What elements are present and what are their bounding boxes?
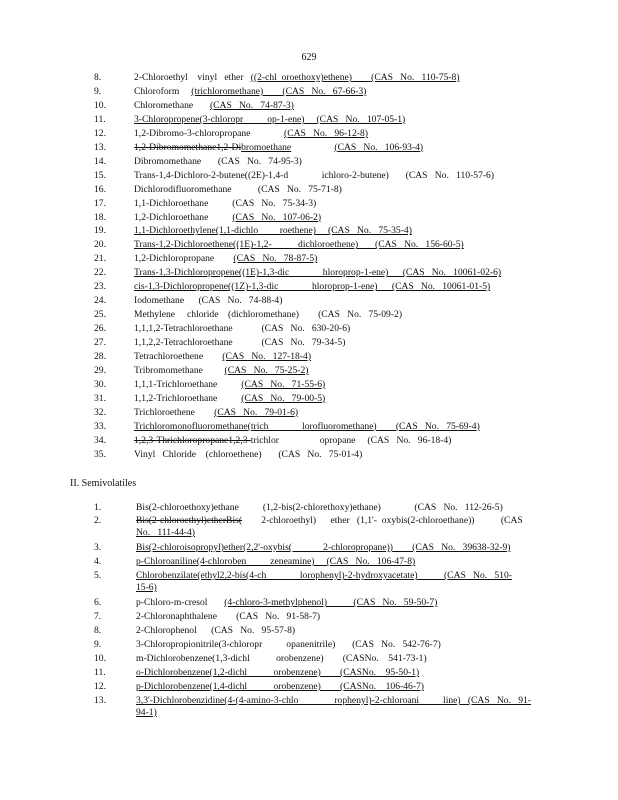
item-text-segment: (CAS No. 71-55-6) xyxy=(241,378,326,390)
item-text-segment: 1,2-Dichloroethane xyxy=(134,211,233,223)
item-text-segment xyxy=(291,142,334,153)
list-item xyxy=(134,253,317,264)
list-item xyxy=(134,114,405,125)
item-text-segment: (CAS No. 107-06-2) xyxy=(232,211,322,223)
list-item xyxy=(136,653,427,664)
item-text-segment: Tribromomethane xyxy=(134,364,225,376)
item-number: 4. xyxy=(94,556,102,567)
item-text-segment: (CAS No. 79-01-6) xyxy=(214,406,299,418)
item-text-segment: Dibromomethane (CAS No. 74-95-3) xyxy=(134,155,302,167)
list-item xyxy=(136,597,437,608)
item-text-segment: 3-Chloropropene(3-chloropr op-1-ene) (CAS No. 107-05-1) xyxy=(134,113,406,125)
item-number: 15. xyxy=(94,169,106,181)
item-number: 7. xyxy=(94,611,102,622)
list-item xyxy=(134,225,412,236)
item-text-segment: Bis(2-chloroethyl)etherBis( xyxy=(136,515,243,526)
item-number: 32. xyxy=(94,406,106,418)
item-text-segment: (CAS No. 74-87-3) xyxy=(209,99,294,111)
list-item xyxy=(134,309,402,320)
item-number: 35. xyxy=(94,448,106,460)
item-number: 17. xyxy=(94,197,106,209)
item-text-segment: Trans-1,3-Dichloropropene((1E)-1,3-dic hloroprop-1-ene) (CAS No. 10061-02-6) xyxy=(134,267,502,279)
item-text-segment: 1,2-Dichloropropane xyxy=(134,253,234,265)
item-text-segment: 15-6) xyxy=(136,582,157,593)
list-item xyxy=(134,198,316,209)
item-number: 14. xyxy=(94,155,106,167)
list-item xyxy=(134,435,451,446)
list-item xyxy=(136,667,419,678)
item-number: 13. xyxy=(94,695,106,706)
item-number: 26. xyxy=(94,323,106,335)
item-number: 11. xyxy=(94,113,106,125)
item-number: 8. xyxy=(94,72,102,83)
item-text-segment: (CAS No. 106-93-4) xyxy=(334,141,424,153)
list-item xyxy=(134,267,501,278)
item-text-segment: Trans-1,2-Dichloroethene((1E)-1,2- dichloroethene) (CAS No. 156-60-5) xyxy=(134,239,464,251)
page-number: 629 xyxy=(301,52,317,63)
item-text-segment: p-Dichlorobenzene(1,4-dichl orobenzene) (CASNo. 106-46-7) xyxy=(136,681,424,692)
item-text-segment: 2-Chlorophenol (CAS No. 95-57-8) xyxy=(136,625,296,636)
item-text-segment: 2-Chloronaphthalene (CAS No. 91-58-7) xyxy=(136,611,321,622)
item-number: 18. xyxy=(94,211,106,223)
item-number: 10. xyxy=(94,99,106,111)
item-text-segment: 3,3'-Dichlorobenzidine(4-(4-amino-3-chlo rophenyl)-2-chloroani line) (CAS No. 91- xyxy=(136,695,531,706)
item-text-segment: 1,1,1,2-Tetrachloroethane (CAS No. 630-20-6) xyxy=(134,323,351,335)
list-item xyxy=(134,86,366,97)
item-number: 9. xyxy=(94,639,102,650)
list-item xyxy=(134,337,345,348)
item-text-segment: 3-Chloropropionitrile(3-chloropr opanenitrile) (CAS No. 542-76-7) xyxy=(136,639,441,650)
item-number: 1. xyxy=(94,502,102,513)
item-number: 8. xyxy=(94,625,102,636)
item-text-segment: Chloromethane xyxy=(134,99,210,111)
item-number: 5. xyxy=(94,570,102,581)
item-text-segment: 1,1,2-Trichloroethane xyxy=(134,392,242,404)
item-text-segment: o-Dichlorobenzene(1,2-dichl orobenzene) (CASNo. 95-50-1) xyxy=(136,667,420,678)
item-number: 29. xyxy=(94,364,106,376)
list-item xyxy=(134,323,350,334)
list-item xyxy=(134,212,321,223)
item-text-segment: trichlor opropane (CAS No. 96-18-4) xyxy=(250,434,452,446)
item-text-segment: Trans-1,4-Dichloro-2-butene((2E)-1,4-d ichloro-2-butene) (CAS No. 110-57-6) xyxy=(134,169,495,181)
item-text-segment: Bis(2-chloroethoxy)ethane (1,2-bis(2-chlorethoxy)ethane) (CAS No. 112-26-5) xyxy=(136,502,503,513)
list-item xyxy=(136,527,195,538)
item-number: 33. xyxy=(94,420,106,432)
item-number: 2. xyxy=(94,515,102,526)
item-number: 21. xyxy=(94,253,106,265)
item-text-segment: Tetrachloroethene xyxy=(134,351,223,362)
list-item xyxy=(134,239,464,250)
item-text-segment: (4-chloro-3-methylphenol) (CAS No. 59-50-7) xyxy=(224,597,438,608)
list-item xyxy=(136,515,523,526)
item-text-segment: Iodomethane (CAS No. 74-88-4) xyxy=(134,295,283,307)
list-item xyxy=(134,351,311,362)
list-item xyxy=(136,556,415,567)
item-text-segment: (CAS No. 75-25-2) xyxy=(224,364,309,376)
item-number: 31. xyxy=(94,392,106,404)
item-text-segment: Chlorobenzilate(ethyl2,2-bis(4-ch lorophenyl)-2-hydroxyacetate) (CAS No. 510- xyxy=(136,570,512,581)
section-heading-semivolatiles: II. Semivolatiles xyxy=(70,478,137,489)
list-item xyxy=(136,570,512,581)
list-item xyxy=(136,542,510,553)
item-text-segment: p-Chloro-m-cresol xyxy=(136,597,225,608)
list-item xyxy=(134,449,362,460)
item-text-segment: 1,1,2,2-Tetrachloroethane (CAS No. 79-34-5) xyxy=(134,337,346,349)
list-item xyxy=(134,72,460,83)
item-text-segment: (trichloromethane) (CAS No. 67-66-3) xyxy=(191,85,367,97)
item-text-segment: 1,1,1-Trichloroethane xyxy=(134,378,242,390)
item-number: 22. xyxy=(94,267,106,279)
list-item xyxy=(136,582,157,593)
list-item xyxy=(136,625,295,636)
list-item xyxy=(134,393,325,404)
list-item xyxy=(134,184,342,195)
item-number: 16. xyxy=(94,183,106,195)
item-text-segment: (CAS No. 78-87-5) xyxy=(233,253,318,265)
list-item xyxy=(136,639,441,650)
list-item xyxy=(136,611,320,622)
item-number: 19. xyxy=(94,225,106,237)
item-text-segment: p-Chloroaniline(4-chloroben zeneamine) (CAS No. 106-47-8) xyxy=(136,556,416,567)
item-number: 12. xyxy=(94,681,106,692)
item-number: 28. xyxy=(94,351,106,362)
item-number: 9. xyxy=(94,85,102,97)
item-number: 3. xyxy=(94,542,102,553)
list-item xyxy=(134,379,325,390)
list-item xyxy=(134,295,282,306)
item-text-segment: Vinyl Chloride (chloroethene) (CAS No. 75-01-4) xyxy=(134,448,363,460)
list-item xyxy=(134,156,302,167)
list-item xyxy=(134,421,480,432)
item-text-segment: 1,2-Dibromomethane1,2-Di xyxy=(134,141,242,153)
item-text-segment: m-Dichlorobenzene(1,3-dichl orobenzene) (CASNo. 541-73-1) xyxy=(136,653,427,664)
item-text-segment: 1,1-Dichloroethane (CAS No. 75-34-3) xyxy=(134,197,317,209)
item-text-segment: 2-chloroethyl) ether (1,1'- oxybis(2-chloroethane)) (CAS xyxy=(242,515,523,526)
list-item xyxy=(134,170,494,181)
list-item xyxy=(134,100,294,111)
item-text-segment: 1,2-Dibromo-3-chloropropane xyxy=(134,127,285,139)
item-number: 25. xyxy=(94,309,106,321)
item-text-segment: 1,1-Dichloroethylene(1,1-dichlo roethene) (CAS No. 75-35-4) xyxy=(134,225,412,237)
item-number: 12. xyxy=(94,127,106,139)
item-text-segment: Trichloromonofluoromethane(trich lorofluoromethane) (CAS No. 75-69-4) xyxy=(134,420,480,432)
item-number: 30. xyxy=(94,378,106,390)
item-text-segment: (CAS No. 79-00-5) xyxy=(241,392,326,404)
list-item xyxy=(134,407,298,418)
item-number: 6. xyxy=(94,597,102,608)
item-text-segment: Trichloroethene xyxy=(134,406,215,418)
item-number: 13. xyxy=(94,141,106,153)
item-text-segment: cis-1,3-Dichloropropene((1Z)-1,3-dic hloroprop-1-ene) (CAS No. 10061-01-5) xyxy=(134,281,491,293)
item-text-segment: No. 111-44-4) xyxy=(136,527,195,538)
item-number: 23. xyxy=(94,281,106,293)
item-text-segment: 94-1) xyxy=(136,707,157,718)
item-text-segment: Chloroform xyxy=(134,85,192,97)
item-number: 24. xyxy=(94,295,106,307)
list-item xyxy=(134,365,308,376)
item-text-segment: (CAS No. 96-12-8) xyxy=(284,127,368,139)
list-item xyxy=(136,502,503,513)
item-number: 34. xyxy=(94,434,106,446)
item-number: 27. xyxy=(94,337,106,349)
item-text-segment: 1,2,3-Thrichloropropane1,2,3- xyxy=(134,434,251,446)
list-item xyxy=(136,681,424,692)
item-number: 20. xyxy=(94,239,106,251)
list-item xyxy=(134,128,368,139)
item-text-segment: Dichlorodifluoromethane (CAS No. 75-71-8) xyxy=(134,183,342,195)
list-item xyxy=(136,707,157,718)
item-text-segment: (CAS No. 127-18-4) xyxy=(222,351,312,362)
list-item xyxy=(134,281,490,292)
item-text-segment: Bis(2-chloroisopropyl)ether(2,2'-oxybis( 2-chloropropane)) (CAS No. 39638-32-9) xyxy=(136,542,511,553)
item-number: 10. xyxy=(94,653,106,664)
item-text-segment: bromoethane xyxy=(241,141,292,153)
list-item xyxy=(134,142,423,153)
list-item xyxy=(136,695,531,706)
item-text-segment: Methylene chloride (dichloromethane) (CAS No. 75-09-2) xyxy=(134,309,403,321)
item-number: 11. xyxy=(94,667,106,678)
item-text-segment: ((2-chl oroethoxy)ethene) (CAS No. 110-75-8) xyxy=(250,72,460,83)
item-text-segment: 2-Chloroethyl vinyl ether xyxy=(134,72,251,83)
